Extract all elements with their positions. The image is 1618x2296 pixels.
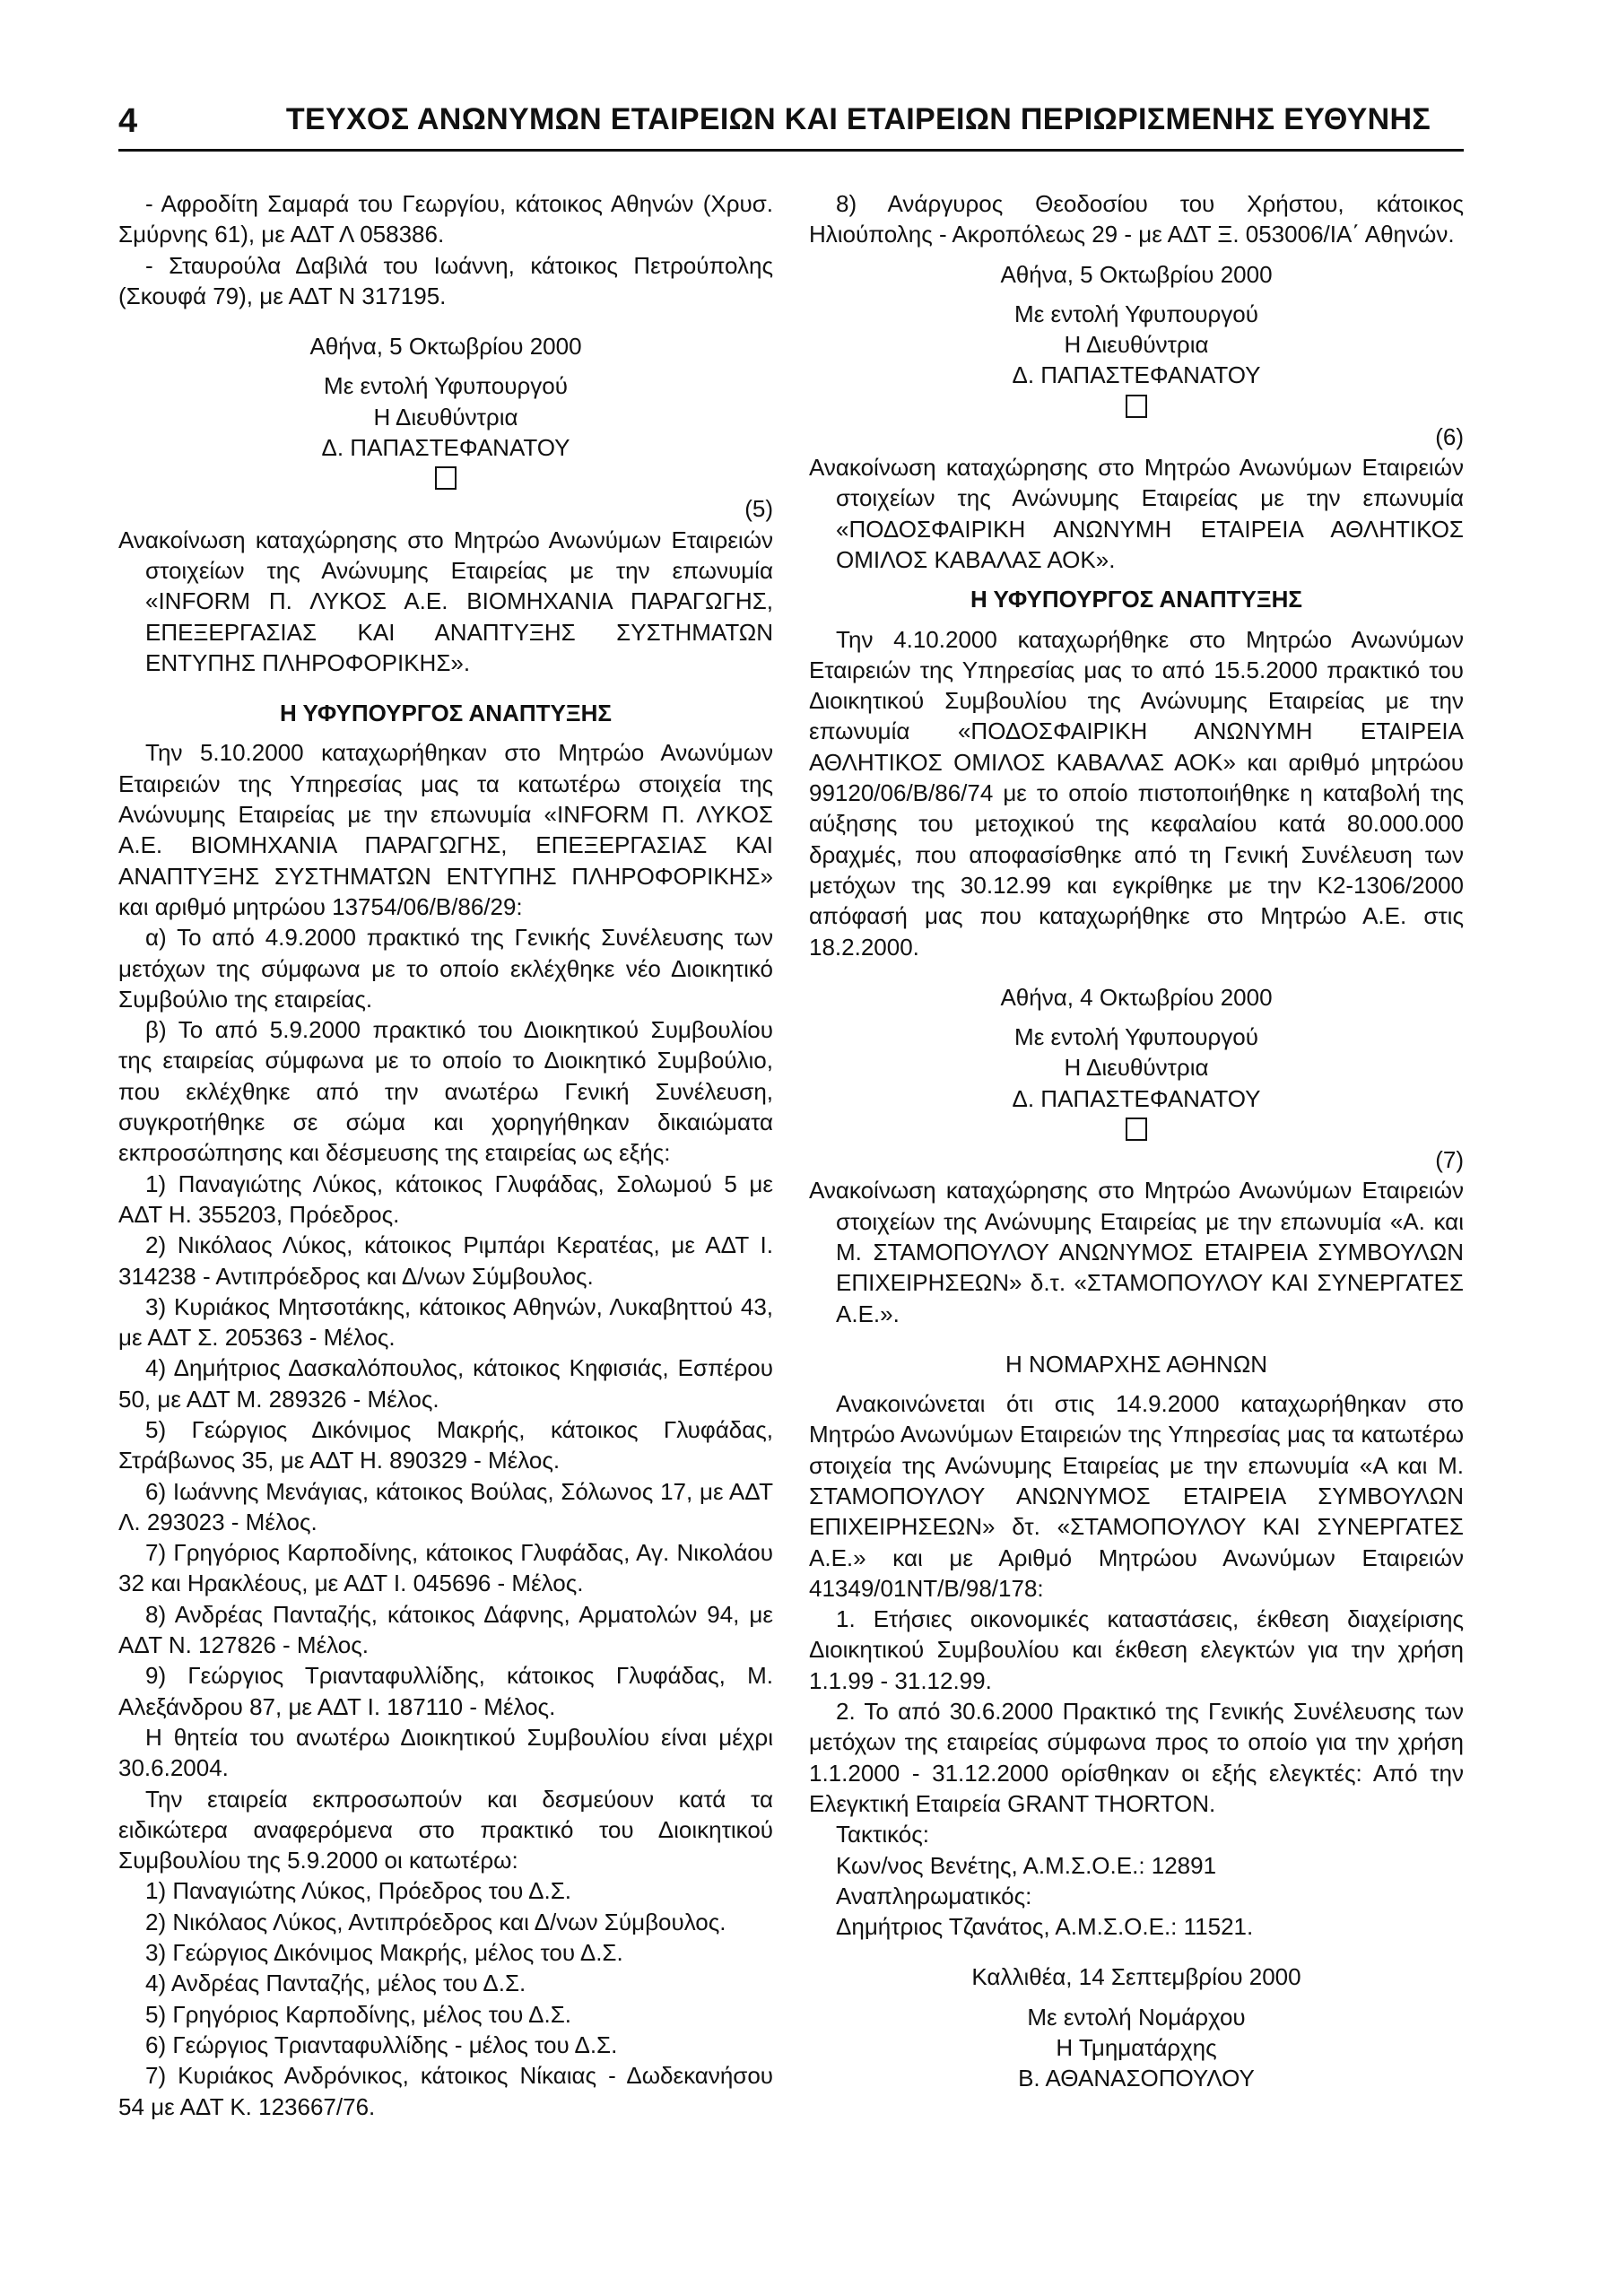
paragraph: Η θητεία του ανωτέρω Διοικητικού Συμβουλίου είναι μέχρι 30.6.2004.: [118, 1723, 773, 1782]
signature-name: Δ. ΠΑΠΑΣΤΕΦΑΝΑΤΟΥ: [1012, 1084, 1261, 1112]
signature-name: Δ. ΠΑΠΑΣΤΕΦΑΝΑΤΟΥ: [1012, 361, 1261, 389]
list-item: 8) Ανδρέας Πανταζής, κάτοικος Δάφνης, Αρματολών 94, με ΑΔΤ Ν. 127826 - Μέλος.: [118, 1600, 773, 1659]
signature-order: Με εντολή Υφυπουργού: [324, 372, 568, 400]
paragraph: α) Το από 4.9.2000 πρακτικό της Γενικής Συνέλευσης των μετόχων της σύμφωνα με το οποίο εκλέχθηκε νέο Διοικητικό Συμβούλιο της εταιρείας.: [118, 924, 773, 1013]
signature-date: Αθήνα, 4 Οκτωβρίου 2000: [1000, 983, 1273, 1011]
signature-name: Β. ΑΘΑΝΑΣΟΠΟΥΛΟΥ: [1018, 2065, 1255, 2092]
signature-role: Η Τμηματάρχης: [1056, 2034, 1217, 2062]
signature-role: Η Διευθύντρια: [1064, 331, 1209, 359]
right-column: [809, 188, 1464, 2094]
auditor-label: Αναπληρωματικός:: [836, 1882, 1032, 1909]
paragraph: Την 4.10.2000 καταχωρήθηκε στο Μητρώο Ανωνύμων Εταιρειών της Υπηρεσίας μας το από 15.5.2000 πρακτικό του Διοικητικού Συμβουλίου της Ανώνυμης Εταιρείας με την επωνυμία «ΠΟΔΟΣΦΑΙΡΙΚΗ ΑΝΩΝΥΜΗ ΕΤΑΙΡΕΙΑ ΑΘΛΗΤΙΚΟΣ ΟΜΙΛΟΣ ΚΑΒΑΛΑΣ ΑΟΚ» και αριθμό μητρώου 99120/06/Β/86/74 με το οποίο πιστοποιήθηκε η καταβολή της αύξησης του μετοχικού της κεφαλαίου κατά 80.000.000 δραχμές, που αποφασίσθηκε από τη Γενική Συνέλευση των μετόχων της 30.12.99 και εγκρίθηκε με την Κ2-1306/2000 απόφασή μας που καταχωρήθηκε στο Μητρώο Α.Ε. στις 18.2.2000.: [809, 625, 1464, 961]
page-number: 4: [118, 102, 138, 140]
signature-order: Με εντολή Υφυπουργού: [1014, 1023, 1258, 1051]
notice-number: (6): [1435, 422, 1464, 450]
signature-name: Δ. ΠΑΠΑΣΤΕΦΑΝΑΤΟΥ: [321, 434, 570, 462]
list-item: 9) Γεώργιος Τριανταφυλλίδης, κάτοικος Γλυφάδας, Μ. Αλεξάνδρου 87, με ΑΔΤ Ι. 187110 - Μέλος.: [118, 1662, 773, 1720]
separator-box-icon: [435, 466, 457, 490]
notice-body: [118, 737, 773, 2121]
notice-number: (5): [744, 495, 773, 523]
list-item: 8) Ανάργυρος Θεοδοσίου του Χρήστου, κάτοικος Ηλιούπολης - Ακροπόλεως 29 - με ΑΔΤ Ξ. 053006/ΙΑ΄ Αθηνών.: [809, 190, 1464, 248]
notice-authority: Η ΥΦΥΠΟΥΡΓΟΣ ΑΝΑΠΤΥΞΗΣ: [280, 700, 612, 727]
separator-box-icon: [1126, 1118, 1147, 1141]
signature-role: Η Διευθύντρια: [1064, 1054, 1209, 1082]
paragraph: 2. Το από 30.6.2000 Πρακτικό της Γενικής Συνέλευσης των μετόχων της εταιρείας σύμφωνα προς το οποίο για την χρήση 1.1.2000 - 31.12.2000 ορίσθηκαν οι εξής ελεγκτές: Από την Ελεγκτική Εταιρεία GRANT THORTON.: [809, 1698, 1464, 1817]
list-item: 2) Νικόλαος Λύκος, Αντιπρόεδρος και Δ/νων Σύμβουλος.: [145, 1908, 726, 1935]
signature-date: Αθήνα, 5 Οκτωβρίου 2000: [1000, 260, 1273, 288]
paragraph: Την 5.10.2000 καταχωρήθηκαν στο Μητρώο Ανωνύμων Εταιρειών της Υπηρεσίας μας τα κατωτέρω στοιχεία της Ανώνυμης Εταιρείας με την επωνυμία «INFORM Π. ΛΥΚΟΣ Α.Ε. ΒΙΟΜΗΧΑΝΙΑ ΠΑΡΑΓΩΓΗΣ, ΕΠΕΞΕΡΓΑΣΙΑΣ ΚΑΙ ΑΝΑΠΤΥΞΗΣ ΣΥΣΤΗΜΑΤΩΝ ΕΝΤΥΠΗΣ ΠΛΗΡΟΦΟΡΙΚΗΣ» και αριθμό μητρώου 13754/06/Β/86/29:: [118, 739, 773, 920]
paragraph: Την εταιρεία εκπροσωπούν και δεσμεύουν κατά τα ειδικώτερα αναφερόμενα στο πρακτικό του Διοικητικού Συμβουλίου της 5.9.2000 οι κατωτέρω:: [118, 1785, 773, 1874]
signature-block: [809, 982, 1464, 1141]
notice-title: Ανακοίνωση καταχώρησης στο Μητρώο Ανωνύμων Εταιρειών στοιχείων της Ανώνυμης Εταιρείας με την επωνυμία «ΠΟΔΟΣΦΑΙΡΙΚΗ ΑΝΩΝΥΜΗ ΕΤΑΙΡΕΙΑ ΑΘΛΗΤΙΚΟΣ ΟΜΙΛΟΣ ΚΑΒΑΛΑΣ ΑΟΚ».: [809, 454, 1464, 573]
list-item: 7) Γρηγόριος Καρποδίνης, κάτοικος Γλυφάδας, Αγ. Νικολάου 32 και Ηρακλέους, με ΑΔΤ Ι. 045696 - Μέλος.: [118, 1539, 773, 1597]
paragraph: - Αφροδίτη Σαμαρά του Γεωργίου, κάτοικος Αθηνών (Χρυσ. Σμύρνης 61), με ΑΔΤ Λ 058386.: [118, 190, 773, 248]
list-item: 4) Ανδρέας Πανταζής, μέλος του Δ.Σ.: [145, 1970, 526, 1997]
signature-date: Αθήνα, 5 Οκτωβρίου 2000: [309, 333, 582, 361]
list-item: 1) Παναγιώτης Λύκος, κάτοικος Γλυφάδας, Σολωμού 5 με ΑΔΤ Η. 355203, Πρόεδρος.: [118, 1170, 773, 1228]
signature-date: Καλλιθέα, 14 Σεπτεμβρίου 2000: [971, 1963, 1301, 1991]
signature-block: [809, 1961, 1464, 2093]
list-item: 6) Γεώργιος Τριανταφυλλίδης - μέλος του Δ.Σ.: [145, 2031, 618, 2058]
signature-block: [809, 259, 1464, 418]
notice-authority: Η ΝΟΜΑΡΧΗΣ ΑΘΗΝΩΝ: [1005, 1350, 1268, 1378]
running-title: ΤΕΥΧΟΣ ΑΝΩΝΥΜΩΝ ΕΤΑΙΡΕΙΩΝ ΚΑΙ ΕΤΑΙΡΕΙΩΝ ΠΕΡΙΩΡΙΣΜΕΝΗΣ ΕΥΘΥΝΗΣ: [285, 102, 1431, 136]
list-item: 2) Νικόλαος Λύκος, κάτοικος Ριμπάρι Κερατέας, με ΑΔΤ Ι. 314238 - Αντιπρόεδρος και Δ/νων Σύμβουλος.: [118, 1231, 773, 1290]
page-header: [118, 95, 1464, 152]
paragraph: β) Το από 5.9.2000 πρακτικό του Διοικητικού Συμβουλίου της εταιρείας σύμφωνα με το οποίο το Διοικητικό Συμβούλιο, που εκλέχθηκε από την ανωτέρω Γενική Συνέλευση, συγκροτήθηκε σε σώμα και χορηγήθηκαν δικαιώματα εκπροσώπησης και δέσμευσης της εταιρείας ως εξής:: [118, 1016, 773, 1167]
list-item: 7) Κυριάκος Ανδρόνικος, κάτοικος Νίκαιας - Δωδεκανήσου 54 με ΑΔΤ Κ. 123667/76.: [118, 2062, 773, 2120]
list-item: 5) Γεώργιος Δικόνιμος Μακρής, κάτοικος Γλυφάδας, Στράβωνος 35, με ΑΔΤ Η. 890329 - Μέλος.: [118, 1415, 773, 1474]
list-item: 3) Γεώργιος Δικόνιμος Μακρής, μέλος του Δ.Σ.: [145, 1939, 623, 1967]
notice-body: [809, 1388, 1464, 1942]
notice-title: Ανακοίνωση καταχώρησης στο Μητρώο Ανωνύμων Εταιρειών στοιχείων της Ανώνυμης Εταιρείας με την επωνυμία «Α. και Μ. ΣΤΑΜΟΠΟΥΛΟΥ ΑΝΩΝΥΜΟΣ ΕΤΑΙΡΕΙΑ ΣΥΜΒΟΥΛΩΝ ΕΠΙΧΕΙΡΗΣΕΩΝ» δ.τ. «ΣΤΑΜΟΠΟΥΛΟΥ ΚΑΙ ΣΥΝΕΡΓΑΤΕΣ Α.Ε.».: [809, 1177, 1464, 1327]
list-item: 1) Παναγιώτης Λύκος, Πρόεδρος του Δ.Σ.: [145, 1877, 571, 1905]
list-item: 4) Δημήτριος Δασκαλόπουλος, κάτοικος Κηφισιάς, Εσπέρου 50, με ΑΔΤ Μ. 289326 - Μέλος.: [118, 1354, 773, 1413]
auditor-name: Κων/νος Βενέτης, Α.Μ.Σ.Ο.Ε.: 12891: [836, 1851, 1217, 1879]
paragraph: 1. Ετήσιες οικονομικές καταστάσεις, έκθεση διαχείρισης Διοικητικού Συμβουλίου και έκθεση ελεγκτών για την χρήση 1.1.99 - 31.12.99.: [809, 1605, 1464, 1694]
signature-order: Με εντολή Νομάρχου: [1027, 2003, 1246, 2031]
list-item: 5) Γρηγόριος Καρποδίνης, μέλος του Δ.Σ.: [145, 2000, 571, 2028]
notice-number: (7): [1435, 1146, 1464, 1174]
signature-role: Η Διευθύντρια: [373, 403, 518, 430]
signature-order: Με εντολή Υφυπουργού: [1014, 300, 1258, 327]
list-item: 3) Κυριάκος Μητσοτάκης, κάτοικος Αθηνών, Λυκαβηττού 43, με ΑΔΤ Σ. 205363 - Μέλος.: [118, 1292, 773, 1352]
list-item: 6) Ιωάννης Μενάγιας, κάτοικος Βούλας, Σόλωνος 17, με ΑΔΤ Λ. 293023 - Μέλος.: [118, 1477, 773, 1535]
separator-box-icon: [1126, 395, 1147, 418]
auditor-label: Τακτικός:: [836, 1821, 929, 1848]
paragraph: - Σταυρούλα Δαβιλά του Ιωάννη, κάτοικος Πετρούπολης (Σκουφά 79), με ΑΔΤ Ν 317195.: [118, 251, 773, 309]
notice-title: Ανακοίνωση καταχώρησης στο Μητρώο Ανωνύμων Εταιρειών στοιχείων της Ανώνυμης Εταιρείας με την επωνυμία «INFORM Π. ΛΥΚΟΣ Α.Ε. ΒΙΟΜΗΧΑΝΙΑ ΠΑΡΑΓΩΓΗΣ, ΕΠΕΞΕΡΓΑΣΙΑΣ ΚΑΙ ΑΝΑΠΤΥΞΗΣ ΣΥΣΤΗΜΑΤΩΝ ΕΝΤΥΠΗΣ ΠΛΗΡΟΦΟΡΙΚΗΣ».: [118, 526, 773, 676]
notice-authority: Η ΥΦΥΠΟΥΡΓΟΣ ΑΝΑΠΤΥΞΗΣ: [970, 586, 1302, 613]
left-column: [118, 188, 773, 2122]
signature-block: [118, 331, 773, 490]
paragraph: Ανακοινώνεται ότι στις 14.9.2000 καταχωρήθηκαν στο Μητρώο Ανωνύμων Εταιρειών της Υπηρεσίας μας τα κατωτέρω στοιχεία της Ανώνυμης Εταιρείας με την επωνυμία «Α και Μ. ΣΤΑΜΟΠΟΥΛΟΥ ΑΝΩΝΥΜΟΣ ΕΤΑΙΡΕΙΑ ΣΥΜΒΟΥΛΩΝ ΕΠΙΧΕΙΡΗΣΕΩΝ» δτ. «ΣΤΑΜΟΠΟΥΛΟΥ ΚΑΙ ΣΥΝΕΡΓΑΤΕΣ Α.Ε.» και με Αριθμό Μητρώου Ανωνύμων Εταιρειών 41349/01ΝΤ/Β/98/178:: [809, 1390, 1464, 1602]
auditor-name: Δημήτριος Τζανάτος, Α.Μ.Σ.Ο.Ε.: 11521.: [836, 1913, 1254, 1941]
